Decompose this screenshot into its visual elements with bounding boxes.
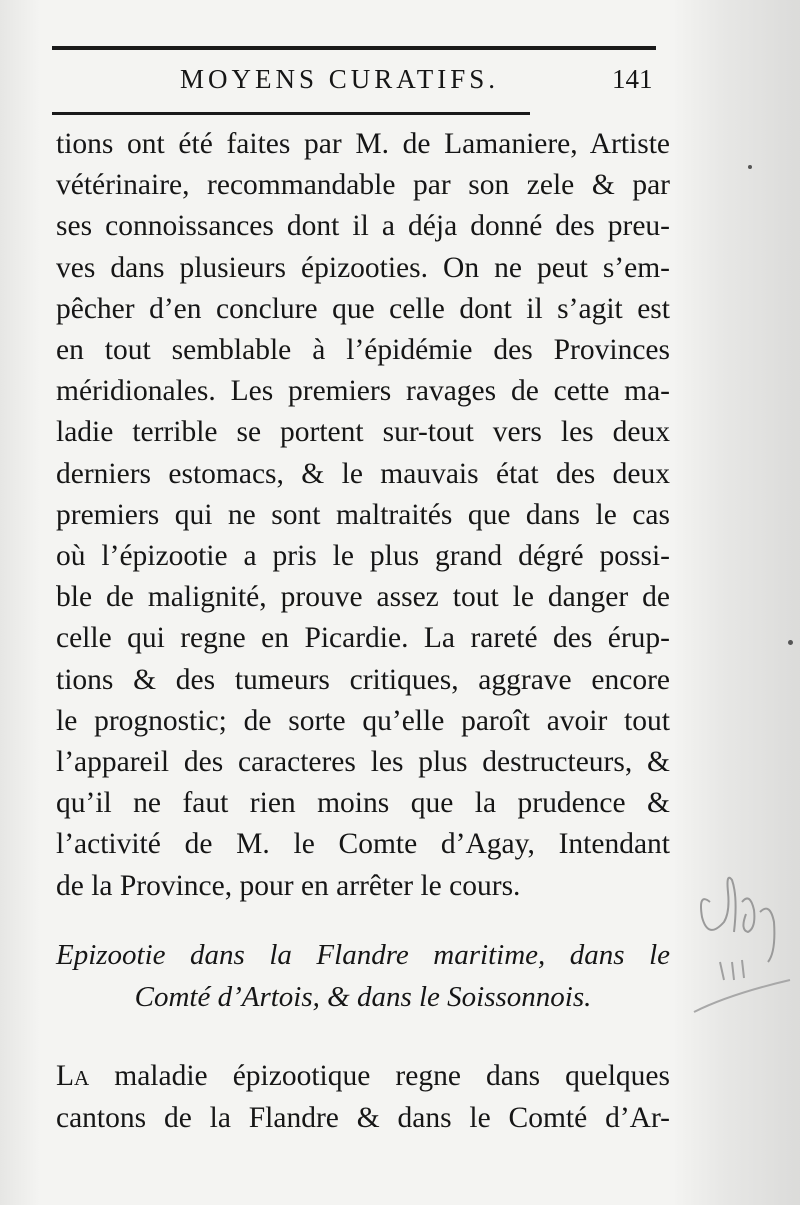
text-line: où l’épizootie a pris le plus grand dégré possi- <box>56 540 670 573</box>
body-paragraph <box>56 124 670 907</box>
section-heading <box>56 934 670 1018</box>
page-gutter <box>0 0 40 1205</box>
header-rule-under <box>52 112 530 115</box>
section-heading-line: Epizootie dans la Flandre maritime, dans le <box>56 939 670 971</box>
text-fragment: maladie épizootique regne dans quelques <box>89 1060 670 1092</box>
text-line <box>56 1055 670 1097</box>
header-rule-thick <box>52 46 656 50</box>
text-line: ses connoissances dont il a déja donné des preu- <box>56 210 670 243</box>
text-line: l’activité de M. le Comte d’Agay, Intendant <box>56 828 670 861</box>
section-heading-line: Comté d’Artois, & dans le Soissonnois. <box>134 981 592 1013</box>
text-line: cantons de la Flandre & dans le Comté d’Ar- <box>56 1102 670 1134</box>
text-line: méridionales. Les premiers ravages de cette ma- <box>56 375 670 408</box>
text-line: premiers qui ne sont maltraités que dans le cas <box>56 498 670 531</box>
paper-speck <box>788 640 793 645</box>
text-line: celle qui regne en Picardie. La rareté des érup- <box>56 622 670 655</box>
page-number: 141 <box>612 64 653 94</box>
text-line: tions & des tumeurs critiques, aggrave encore <box>56 663 670 696</box>
bleed-through-shadow <box>672 0 800 1205</box>
text-line: le prognostic; de sorte qu’elle paroît avoir tout <box>56 704 670 737</box>
section-paragraph <box>56 1055 670 1139</box>
text-line: pêcher d’en conclure que celle dont il s’agit est <box>56 292 670 325</box>
text-line: qu’il ne faut rien moins que la prudence & <box>56 787 670 820</box>
lead-word: La <box>56 1060 90 1092</box>
text-line: en tout semblable à l’épidémie des Provinces <box>56 334 670 367</box>
text-line: tions ont été faites par M. de Lamaniere, Artiste <box>56 128 670 160</box>
text-line: l’appareil des caracteres les plus destructeurs, & <box>56 746 670 779</box>
text-line: vétérinaire, recommandable par son zele & par <box>56 169 670 202</box>
text-line: ble de malignité, prouve assez tout le danger de <box>56 581 670 614</box>
text-line: de la Province, pour en arrêter le cours. <box>56 869 521 902</box>
text-line: ladie terrible se portent sur-tout vers les deux <box>56 416 670 449</box>
running-head: MOYENS CURATIFS. <box>180 64 500 94</box>
pencil-annotation-icon <box>690 862 800 1022</box>
text-line: ves dans plusieurs épizooties. On ne peut s’em- <box>56 251 670 284</box>
paper-speck <box>748 165 752 169</box>
text-line: derniers estomacs, & le mauvais état des deux <box>56 457 670 490</box>
